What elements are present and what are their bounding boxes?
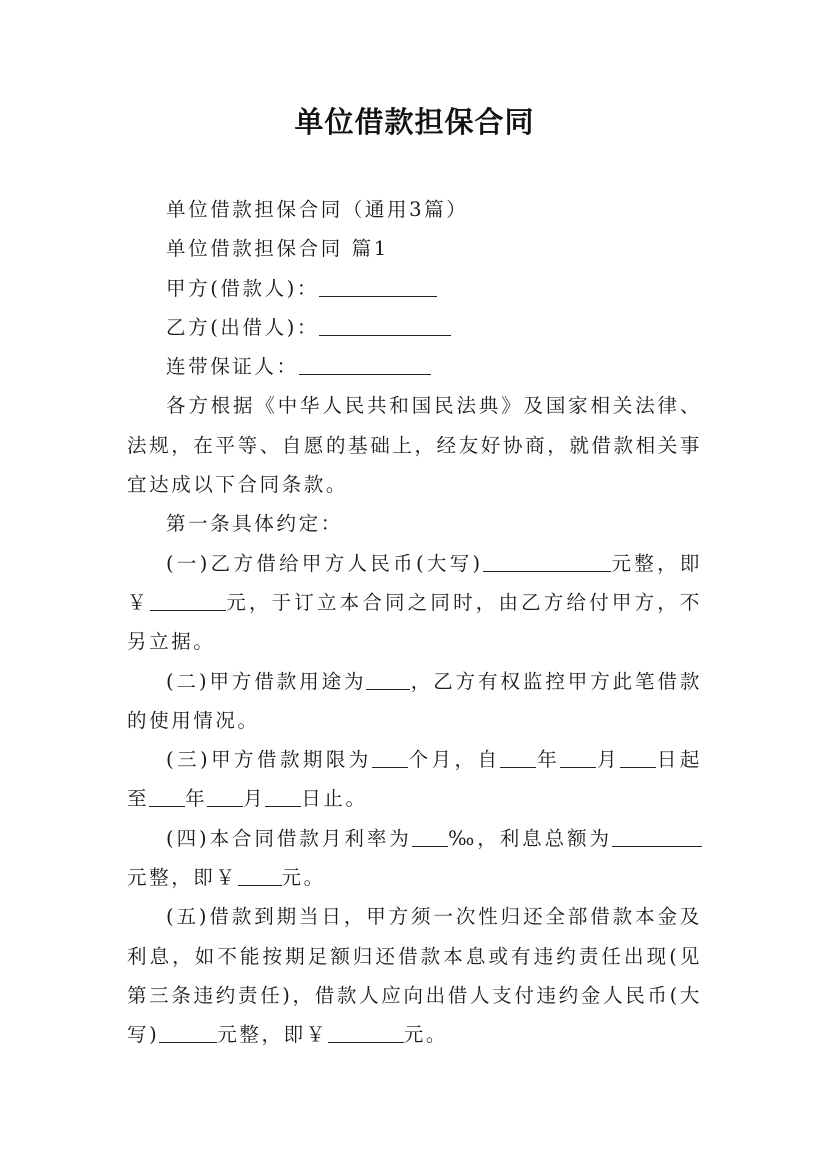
clause-1-text-b: 元整，即￥	[127, 551, 703, 614]
party-a-blank	[319, 276, 437, 297]
party-a-line	[127, 269, 702, 308]
clause-4-text-c: 元整，即￥	[127, 866, 238, 890]
clause-3-end-year-blank	[149, 787, 185, 808]
clause-5-text-b: 元整，即￥	[217, 1023, 328, 1047]
clause-5-paragraph	[127, 897, 702, 1054]
clause-3-start-day-blank	[620, 748, 656, 769]
clause-5-penalty-number-blank	[328, 1023, 404, 1044]
clause-1-paragraph	[127, 544, 702, 662]
clause-3-paragraph	[127, 740, 702, 819]
clause-3-end-month-blank	[207, 787, 243, 808]
chapter-heading: 单位借款担保合同 篇1	[166, 237, 389, 261]
preamble-paragraph: 各方根据《中华人民共和国民法典》及国家相关法律、法规，在平等、自愿的基础上，经友好协商，就借款相关事宜达成以下合同条款。	[127, 394, 702, 497]
clause-4-interest-number-blank	[238, 866, 282, 887]
clause-3-year-a: 年	[536, 748, 561, 772]
clause-4-text-b: ‰，利息总额为	[447, 826, 612, 850]
clause-2-text-b: ，乙方有权监控甲方此笔借款的使用情况。	[127, 669, 702, 732]
clause-3-end-day-blank	[265, 787, 301, 808]
article-1-heading: 第一条具体约定：	[166, 512, 343, 536]
party-a-label: 甲方(借款人)：	[166, 276, 320, 300]
party-b-label: 乙方(出借人)：	[166, 315, 320, 339]
clause-4-paragraph	[127, 819, 702, 898]
clause-4-interest-total-blank	[612, 826, 702, 847]
clause-1-amount-words-blank	[483, 551, 611, 572]
clause-3-text-a: (三)甲方借款期限为	[166, 748, 372, 772]
clause-3-start-month-blank	[560, 748, 596, 769]
guarantor-label: 连带保证人：	[166, 355, 299, 379]
clause-1-text-c: 元，于订立本合同之同时，由乙方给付甲方，不另立据。	[127, 590, 702, 654]
document-title: 单位借款担保合同	[294, 105, 535, 139]
clause-3-month-a: 月	[596, 748, 621, 772]
clause-1-amount-number-blank	[150, 590, 226, 611]
subtitle-line: 单位借款担保合同（通用3篇）	[166, 198, 469, 221]
clause-3-months-blank	[372, 748, 408, 769]
clause-2-purpose-blank	[366, 669, 410, 690]
clause-3-year-b: 年	[185, 787, 208, 811]
clause-3-start-year-blank	[500, 748, 536, 769]
clause-4-text-a: (四)本合同借款月利率为	[166, 826, 412, 850]
party-b-blank	[319, 315, 451, 336]
clause-3-month-b: 月	[243, 787, 266, 811]
clause-4-text-d: 元。	[281, 866, 326, 890]
guarantor-line	[127, 347, 702, 386]
clause-1-text-a: (一)乙方借给甲方人民币(大写)	[166, 551, 483, 575]
party-b-line	[127, 308, 702, 347]
clause-5-penalty-words-blank	[159, 1023, 217, 1044]
guarantor-blank	[299, 355, 431, 376]
clause-3-day-to: 日止。	[301, 787, 368, 811]
document-body	[127, 190, 702, 1055]
clause-3-day-from: 日起至	[127, 748, 702, 811]
clause-2-paragraph	[127, 662, 702, 741]
clause-4-rate-blank	[412, 826, 448, 847]
clause-5-text-a: (五)借款到期当日，甲方须一次性归还全部借款本金及利息，如不能按期足额归还借款本息或有违约责任出现(见第三条违约责任)，借款人应向出借人支付违约金人民币(大写)	[127, 905, 702, 1047]
clause-3-text-b: 个月，自	[407, 748, 501, 772]
clause-5-text-c: 元。	[403, 1023, 449, 1047]
clause-2-text-a: (二)甲方借款用途为	[166, 669, 367, 693]
